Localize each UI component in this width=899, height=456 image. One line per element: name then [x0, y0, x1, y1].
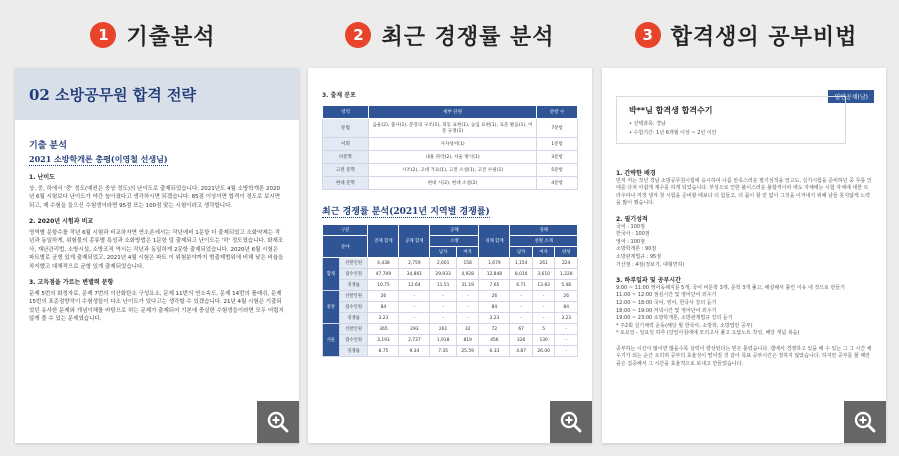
table-header: 세부 단원 — [368, 106, 536, 119]
column-study-tips — [602, 0, 890, 456]
table-cell: 31.19 — [456, 280, 479, 291]
table-cell: 현대 시(2), 현대 소설(2) — [368, 177, 536, 190]
table-header: 양성 — [555, 247, 578, 258]
table-row — [323, 346, 578, 357]
table-cell: 9.34 — [399, 346, 430, 357]
table-header: 공채 합계 — [399, 225, 430, 258]
schedule-line: 9:00 ~ 11:00 영어독해지문 5개, 국어 비문학 3개, 문학 3개 풀고, 해설해서 틀린 이유 내 것으로 만들기 — [616, 284, 845, 291]
section-text: 문제 5번의 화정자료, 문제 7번의 이산화탄소 구성요소, 문제 11번의 연소속도, 문제 14번의 플래쉬, 문제 15번의 표준점향작이 수험생들이 다소 난이도가 있다고는 생각할 수 있겠습니다. 21년 4월 시험은 기출되었던 유사한 문제와 개념이해를 바탕으로 하는 문제가 출제되어 기본에 충실한 수험생들이라면 모두 어렵지 않게 풀 수 있는 문제였습니다. — [29, 290, 284, 322]
table-cell: 시조(2), 고대 가요(1), 고전 소설(1), 고전 수필(1) — [368, 164, 536, 177]
section-heading: 최근 경쟁률 분석(2021년 지역별 경쟁률) — [322, 204, 490, 218]
table-header: 남자 — [510, 247, 533, 258]
step-number-badge: 3 — [635, 22, 661, 48]
score-line: 한국사 : 100점 — [616, 231, 650, 238]
table-cell: 32 — [456, 324, 479, 335]
table-cell: - — [555, 335, 578, 346]
column-header — [306, 18, 594, 52]
table-cell: - — [510, 302, 533, 313]
card-title: 박**님 합격생 합격수기 — [629, 106, 713, 115]
table-cell: 84 — [479, 302, 510, 313]
table-cell: - — [510, 291, 533, 302]
competition-table — [322, 224, 578, 357]
schedule-line: 12:00 ~ 18:00 국어, 영어, 한국사 강의 듣기 — [616, 299, 717, 306]
table-cell: 6.71 — [510, 280, 533, 291]
table-row — [323, 119, 578, 138]
table-cell: 고전 문학 — [323, 164, 369, 177]
table-cell: 4.87 — [510, 346, 533, 357]
table-header: 소방 — [430, 236, 479, 247]
section-head: 1. 간략한 배경 — [616, 170, 656, 177]
table-header: 공채 — [430, 225, 479, 236]
table-header: 여자 — [532, 247, 555, 258]
score-line: 가산점 : 4점(정보기, 대형면허) — [616, 261, 685, 268]
column-title: 합격생의 공부비법 — [670, 24, 858, 50]
table-cell: 10.75 — [368, 280, 399, 291]
zoom-button[interactable] — [550, 401, 592, 443]
table-cell: 선발인원 — [339, 291, 368, 302]
zoom-in-icon — [266, 410, 290, 434]
group-label: 서울 — [323, 324, 340, 357]
table-cell: 1,154 — [510, 258, 533, 269]
doc-heading: 기출 분석 — [29, 141, 67, 151]
table-cell: - — [430, 302, 457, 313]
table-cell: - — [456, 291, 479, 302]
table-cell: 29,933 — [430, 269, 457, 280]
table-cell: 1문항 — [537, 138, 578, 151]
table-cell: - — [510, 313, 533, 324]
column-title: 기출분석 — [126, 24, 216, 50]
table-cell: 현대 문학 — [323, 177, 369, 190]
table-row — [323, 291, 578, 302]
table-cell: 1,679 — [479, 258, 510, 269]
table-cell: 84 — [368, 302, 399, 313]
score-line: 국어 : 100점 — [616, 223, 645, 230]
card-line: • 선택과목: 경남 — [629, 121, 666, 127]
table-cell: 261 — [430, 324, 457, 335]
table-cell: 선발인원 — [339, 258, 368, 269]
zoom-in-icon — [559, 410, 583, 434]
table-row — [323, 138, 578, 151]
section-text: 영역별 문항수를 작년 6월 시험과 비교하자면 연소론에서는 작년에비 1문항 더 출제되었고 소화약제는 작년과 동일하게, 위험물의 종류별 특성과 소화방법은 1문항 덜 출제되고 난이도는 '하' 정도였습니다. 화재조사, 재난관리법, 소방시설, 소방조직 역시는 작년과 동일하게 2문항 출제되었습니다. 2020년 6월 시험은 파트별로 균형 있게 출제되었고, 2021년 4월 시험은 파트 이 위험분야까지 범출제범위에 비해 낮은 비율을 차지했고 대체적으로 균형 있게 출제되었습니다. — [29, 229, 284, 270]
table-header: 남자 — [430, 247, 457, 258]
table-cell: 158 — [456, 258, 479, 269]
table-cell: - — [430, 313, 457, 324]
table-cell: 5 — [532, 324, 555, 335]
table-cell: 경쟁률 — [339, 280, 368, 291]
column-header — [9, 18, 297, 52]
table-cell: 2,737 — [399, 335, 430, 346]
table-cell: - — [456, 302, 479, 313]
table-cell: 261 — [532, 258, 555, 269]
table-cell: 2,759 — [399, 258, 430, 269]
document-preview[interactable] — [308, 68, 592, 443]
table-cell: 26 — [479, 291, 510, 302]
doc-body — [15, 120, 299, 332]
table-cell: 5문항 — [537, 164, 578, 177]
table-row — [323, 335, 578, 346]
group-label: 중앙 — [323, 291, 340, 324]
table-cell: 26 — [368, 291, 399, 302]
table-cell: - — [532, 302, 555, 313]
category-tag: 일반공채(남) — [828, 90, 874, 103]
table-cell: 8.75 — [368, 346, 399, 357]
table-cell: 3.23 — [555, 313, 578, 324]
table-cell: 6.33 — [479, 346, 510, 357]
table-cell: 224 — [555, 258, 578, 269]
table-cell: 12.64 — [399, 280, 430, 291]
table-cell: 3.23 — [368, 313, 399, 324]
table-header: 구분 — [323, 225, 368, 236]
table-cell: - — [532, 313, 555, 324]
table-cell: 8,010 — [510, 269, 533, 280]
step-number-badge: 2 — [345, 22, 371, 48]
table-cell: 경쟁률 — [339, 313, 368, 324]
table-cell: - — [430, 291, 457, 302]
section-head: 2. 2020년 시험과 비교 — [29, 218, 94, 225]
table-row — [323, 313, 578, 324]
table-cell: 7.35 — [430, 346, 457, 357]
zoom-button[interactable] — [257, 401, 299, 443]
table-cell: 3,193 — [368, 335, 399, 346]
table-cell: 293 — [399, 324, 430, 335]
table-cell: 26.00 — [532, 346, 555, 357]
table-cell: 4,928 — [456, 269, 479, 280]
table-cell: 11.51 — [430, 280, 457, 291]
table-header: 설별 소계 — [510, 236, 578, 247]
section-text: 먼저 저는 작년 경남 소방공무원시험에 응시하여 나름 만족스러운 필기성적을 얻고도, 실기시험을 준비하던 중 무릎 인대를 다쳐 아쉽게 재수를 하게 되었습니다. 부상으로 인한 불이스러운 불합격이라 애도 자체에는 시험 자체에 대한 트라우마나 걱정 생겨 첫 시험을 준비할 때보다 더 힘들고, 더 뭄이 할 만 없이 그것을 이겨내기 위해 남들 못지않게 노력을 많이 했습니다. — [616, 177, 872, 207]
table-cell: 3.23 — [479, 313, 510, 324]
table-cell: 사자성어(1) — [368, 138, 536, 151]
section-text: 공부하는 시간이 많이면 많을수록 실력이 향상된다는 믿은 틀렸습니다. 캠에서 경쟁하고 있을 때 수 있는 그 그 시간 채우기가 되는 순간 오히려 공부의 효율성이 떨어질 것 같아 목표 공부시간은 정하지 않았습니다. 하지만 공부를 할 때만큼은 집중해서 그 시간을 효율적으로 보내고 만들었습니다. — [616, 345, 872, 368]
section-head: 3. 하루일과 및 공부시간 — [616, 277, 681, 285]
section-head: 2. 필기성적 — [616, 215, 648, 223]
table-cell: - — [399, 302, 430, 313]
score-line: 소방학개론 : 90점 — [616, 246, 657, 253]
section-head: 3. 고득점을 가르는 변별력 문항 — [29, 279, 114, 286]
table-cell: 47,709 — [368, 269, 399, 280]
document-preview[interactable] — [15, 68, 299, 443]
distribution-table — [322, 105, 578, 190]
table-header: 영역 — [323, 106, 369, 119]
table-cell: 선발인원 — [339, 324, 368, 335]
schedule-line: 19:00 ~ 23:00 소방학개론, 소방관계법규 강의 듣기 — [616, 315, 733, 322]
table-cell: 7문항 — [537, 119, 578, 138]
card-line: • 수험기간: 1년 6개월 이상 ~ 2년 이만 — [629, 130, 717, 136]
table-cell: 12,848 — [479, 269, 510, 280]
table-cell: 5.48 — [555, 280, 578, 291]
column-past-exam-analysis — [9, 0, 297, 456]
zoom-button[interactable] — [844, 401, 886, 443]
table-header: 분야 — [323, 236, 368, 258]
table-cell: 3문항 — [537, 151, 578, 164]
table-cell: 접수인원 — [339, 302, 368, 313]
table-cell: 4문항 — [537, 177, 578, 190]
table-header: 전체 합계 — [368, 225, 399, 258]
table-cell: - — [555, 324, 578, 335]
table-cell: 25.59 — [456, 346, 479, 357]
zoom-in-icon — [853, 410, 877, 434]
table-cell: 내용 파악(2), 서술 방식(1) — [368, 151, 536, 164]
schedule-line: 18:00 ~ 19:00 저녁시간 및 영어단어 외우기 — [616, 307, 717, 314]
table-row — [323, 302, 578, 313]
doc-title-band — [15, 68, 299, 120]
table-cell: - — [532, 291, 555, 302]
table-cell: 34,861 — [399, 269, 430, 280]
table-cell: 4,438 — [368, 258, 399, 269]
testimonial-card — [616, 96, 846, 144]
table-cell: 경쟁률 — [339, 346, 368, 357]
schedule-line: * 주2회 실기체력 운동(해당 월 한국사, 소방학, 소방법만 공부) — [616, 322, 753, 329]
table-row — [323, 177, 578, 190]
table-header: 문항 수 — [537, 106, 578, 119]
table-header: 여자 — [456, 247, 479, 258]
table-cell: 26 — [555, 291, 578, 302]
table-cell: 72 — [479, 324, 510, 335]
table-cell: - — [456, 313, 479, 324]
table-cell: - — [399, 313, 430, 324]
table-row — [323, 269, 578, 280]
table-cell: 접수인원 — [339, 335, 368, 346]
table-cell: - — [555, 346, 578, 357]
step-number-badge: 1 — [90, 22, 116, 48]
table-cell: 13.83 — [532, 280, 555, 291]
table-cell: 365 — [368, 324, 399, 335]
table-cell: 67 — [510, 324, 533, 335]
table-cell: 84 — [555, 302, 578, 313]
table-cell: 1,918 — [430, 335, 457, 346]
table-cell: - — [399, 291, 430, 302]
table-row — [323, 151, 578, 164]
table-cell: 어휘 — [323, 138, 369, 151]
table-cell: 비문학 — [323, 151, 369, 164]
table-cell: 음운(2), 품사(1), 문장의 구조(1), 피동 표현(1), 높임 표현(1), 표준 발음(1), 어문 규정(1) — [368, 119, 536, 138]
schedule-line: * 토요일 - 일요일 하루 (당일아침에에 모의고사 풀고 오답노트 작성, 해당 개념 복습) — [616, 330, 800, 337]
doc-subheading: 2021 소방학개론 총평(이영철 선생님) — [29, 155, 168, 167]
section-text: 상, 중, 하에서 '중' 정도(예컨은 중상 정도)의 난이도로 출제되었습니다. 2021년도 4월 소방학개론 2020년 6월 시험보다 난이도가 약간 높아졌다고 생각하시면 되겠습니다. 85점 이상이면 합격이 정도로 보시면 되고, 제 수험을 들으신 수험생이라면 95점 또는 100점 맞는 시험이라고 생각합니다. — [29, 185, 281, 209]
table-header: 경채 합계 — [479, 225, 510, 258]
doc-body — [308, 68, 592, 365]
table-cell: 문법 — [323, 119, 369, 138]
schedule-line: 11:00 ~ 12:00 점심시간 및 영어단어 외우기 — [616, 292, 717, 299]
table-cell: 3,610 — [532, 269, 555, 280]
table-cell: 130 — [532, 335, 555, 346]
table-cell: 1,228 — [555, 269, 578, 280]
column-header — [602, 18, 890, 52]
doc-body — [616, 162, 872, 369]
table-cell: 7.65 — [479, 280, 510, 291]
table-row — [323, 280, 578, 291]
column-title: 최근 경쟁률 분석 — [381, 24, 555, 50]
group-label: 합계 — [323, 258, 340, 291]
table-row — [323, 324, 578, 335]
column-competition-analysis — [306, 0, 594, 456]
score-line: 소방관계법규 : 95점 — [616, 253, 662, 260]
table-header: 경채 — [510, 225, 578, 236]
section-head: 1. 난이도 — [29, 174, 55, 181]
doc-title: 02 소방공무원 합격 전략 — [29, 85, 196, 104]
table-cell: 326 — [510, 335, 533, 346]
table-cell: 접수인원 — [339, 269, 368, 280]
table-cell: 819 — [456, 335, 479, 346]
table-row — [323, 258, 578, 269]
document-preview[interactable] — [602, 68, 886, 443]
score-line: 영어 : 100점 — [616, 238, 645, 245]
table-cell: 456 — [479, 335, 510, 346]
table-cell: 2,601 — [430, 258, 457, 269]
section-title: 3. 출제 분포 — [322, 92, 356, 99]
table-row — [323, 164, 578, 177]
